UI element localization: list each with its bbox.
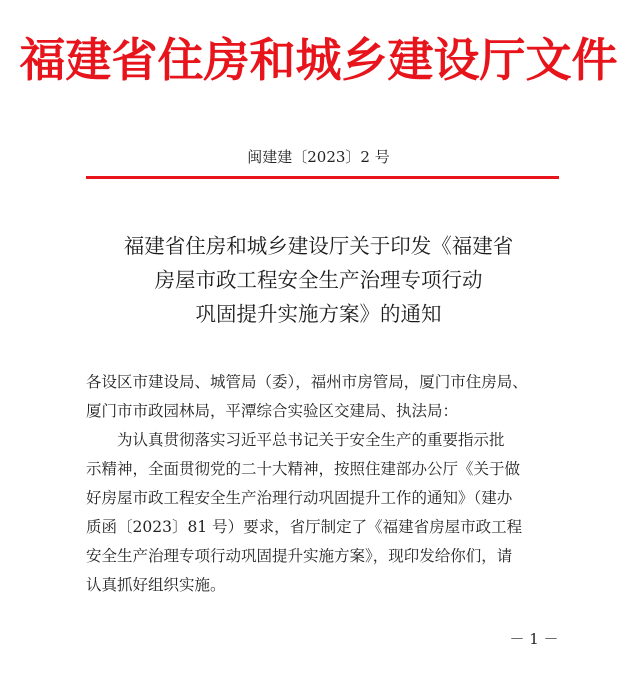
notice-title-line: 房屋市政工程安全生产治理专项行动 — [154, 268, 483, 292]
paragraph-line: 质函〔2023〕81 号）要求，省厅制定了《福建省房屋市政工程 — [86, 518, 523, 536]
notice-title-line: 福建省住房和城乡建设厅关于印发《福建省 — [123, 234, 514, 258]
document-number: 闽建建〔2023〕2 号 — [247, 148, 390, 166]
notice-title-line: 巩固提升实施方案》的通知 — [195, 302, 442, 326]
addressee-line: 各设区市建设局、城管局（委），福州市房管局，厦门市住房局、 — [86, 373, 528, 391]
document-header-title: 福建省住房和城乡建设厅文件 — [19, 33, 618, 87]
page-number: － 1 － — [509, 630, 559, 648]
paragraph-line: 示精神，全面贯彻党的二十大精神，按照住建部办公厅《关于做 — [86, 460, 521, 478]
paragraph-line: 认真抓好组织实施。 — [86, 576, 226, 594]
paragraph-line: 为认真贯彻落实习近平总书记关于安全生产的重要指示批 — [117, 431, 505, 449]
notice-title — [0, 229, 637, 331]
header-divider — [86, 176, 559, 179]
paragraph-line: 好房屋市政工程安全生产治理行动巩固提升工作的通知》（建办 — [86, 489, 513, 507]
paragraph-line: 安全生产治理专项行动巩固提升实施方案》，现印发给你们，请 — [86, 547, 513, 565]
addressee-line: 厦门市市政园林局，平潭综合实验区交建局、执法局： — [86, 402, 459, 420]
document-body — [86, 368, 561, 600]
